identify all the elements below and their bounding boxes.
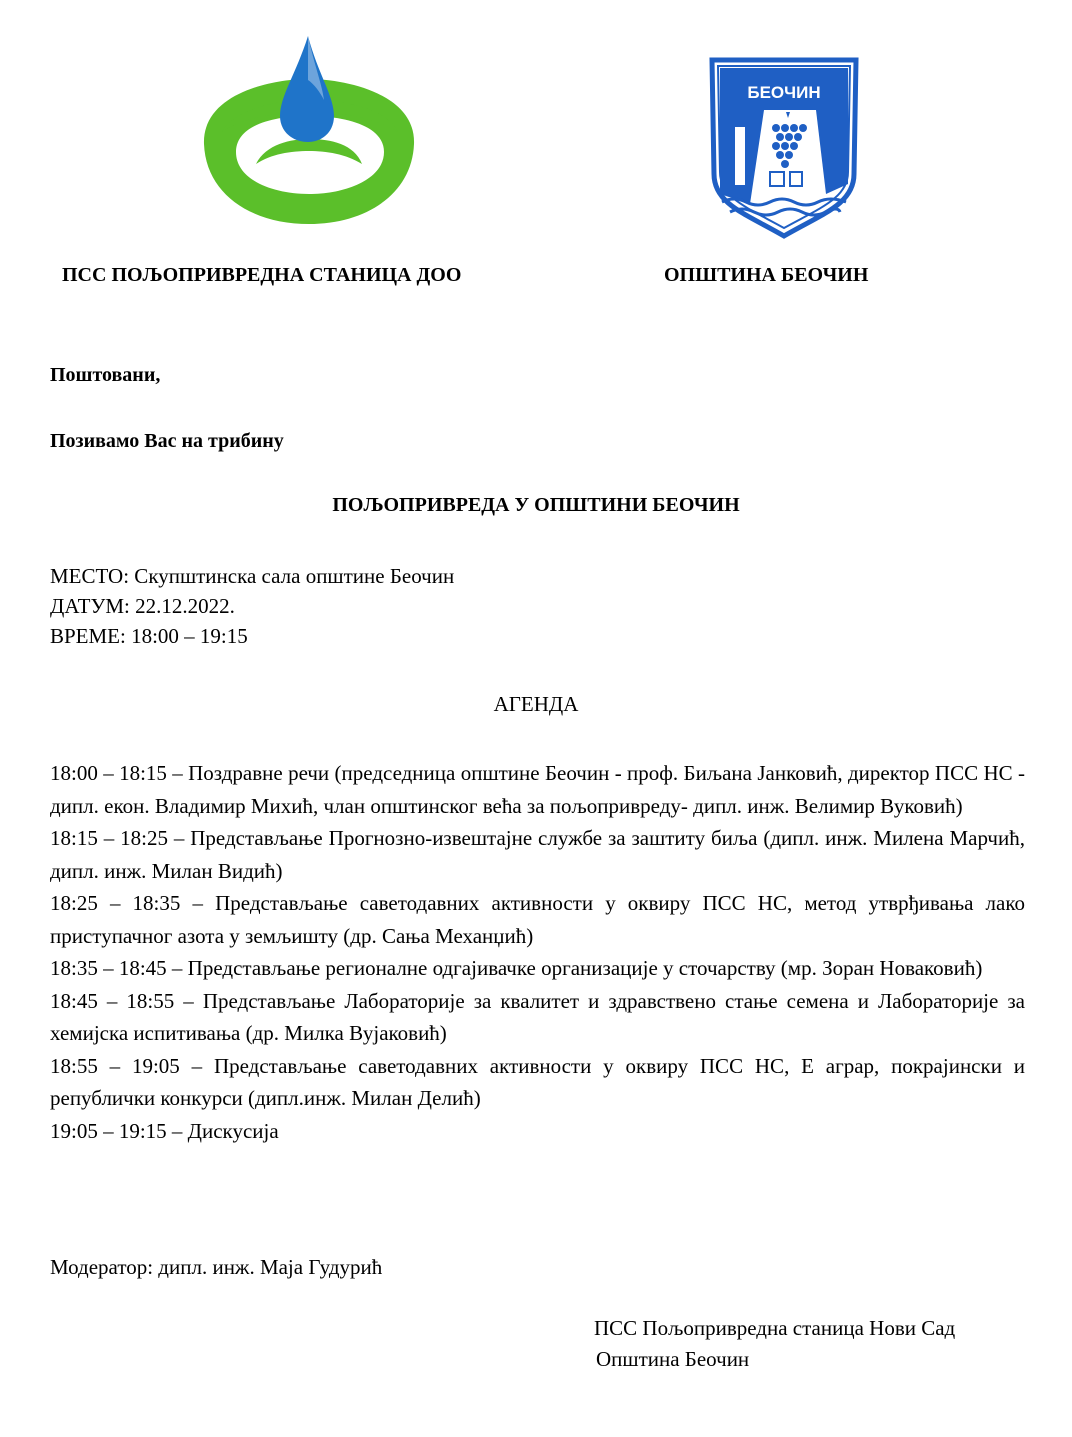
pss-logo	[196, 34, 422, 230]
agenda-item: 18:45 – 18:55 – Представљање Лабораторије за квалитет и здравствено стање семена и Лабораторије за хемијска испитивања (др. Милка Вујаковић)	[50, 988, 1025, 1045]
greeting: Поштовани,	[50, 364, 161, 386]
agenda-item: 19:05 – 19:15 – Дискусија	[50, 1118, 279, 1143]
agenda-item: 18:15 – 18:25 – Представљање Прогнозно-извештајне службе за заштиту биља (дипл. инж. Милена Марчић, дипл. инж. Милан Видић)	[50, 826, 1025, 883]
pss-org-name: ПСС ПОЉОПРИВРЕДНА СТАНИЦА ДОО	[62, 264, 462, 286]
agenda-title: АГЕНДА	[493, 692, 579, 716]
signature-org-2: Општина Беочин	[596, 1347, 750, 1371]
event-time: ВРЕМЕ: 18:00 – 19:15	[50, 624, 248, 648]
moderator-line: Модератор: дипл. инж. Маја Гудурић	[50, 1255, 383, 1279]
beocin-crest-logo	[704, 54, 864, 240]
agenda-item: 18:25 – 18:35 – Представљање саветодавних активности у оквиру ПСС НС, метод утврђивања лако приступачног азота у земљишту (др. Сања Механџић)	[50, 891, 1025, 948]
agenda-item: 18:00 – 18:15 – Поздравне речи (председница општине Беочин - проф. Биљана Јанковић, директор ПСС НС - дипл. екон. Владимир Михић, члан општинског већа за пољопривреду- дипл. инж. Велимир Вуковић)	[50, 761, 1025, 818]
municipality-name: ОПШТИНА БЕОЧИН	[664, 264, 869, 286]
agenda-item: 18:55 – 19:05 – Представљање саветодавних активности у оквиру ПСС НС, Е аграр, покрајински и републички конкурси (дипл.инж. Милан Делић)	[50, 1053, 1025, 1110]
agenda-list	[50, 757, 1025, 1147]
event-title: ПОЉОПРИВРЕДА У ОПШТИНИ БЕОЧИН	[332, 494, 740, 516]
event-details	[50, 561, 454, 651]
invitation-line: Позивамо Вас на трибину	[50, 430, 284, 452]
crest-label: БЕОЧИН	[747, 83, 821, 102]
signature-block	[594, 1313, 955, 1375]
agenda-item: 18:35 – 18:45 – Представљање регионалне одгајивачке организације у сточарству (мр. Зоран Новаковић)	[50, 956, 983, 980]
event-date: ДАТУМ: 22.12.2022.	[50, 594, 235, 618]
event-location: МЕСТО: Скупштинска сала општине Беочин	[50, 564, 455, 588]
signature-org-1: ПСС Пољопривредна станица Нови Сад	[594, 1316, 956, 1340]
